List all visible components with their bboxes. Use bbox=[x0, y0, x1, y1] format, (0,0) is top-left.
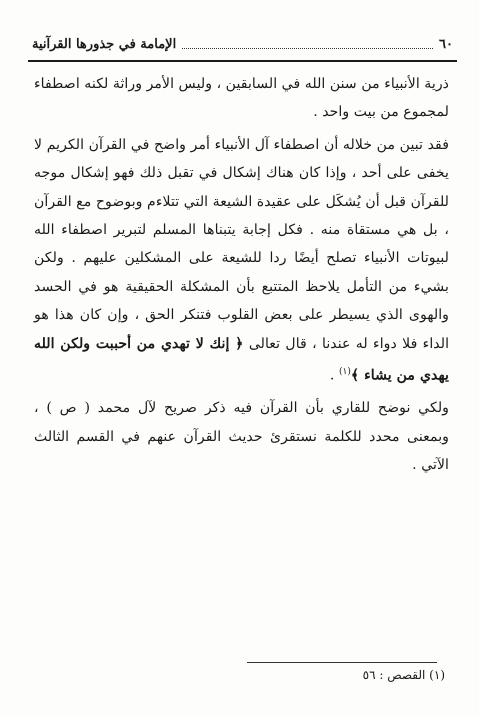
paragraph-2-text: فقد تبين من خلاله أن اصطفاء آل الأنبياء أمر واضح في القرآن الكريم لا يخفى على أحد ، وإذا كان هناك إشكال في تقبل ذلك فهو إشكال موجه للقرآن قبل أن يُشكَل على عقيدة الشيعة التي تتلاءم وبوضوح مع القرآن ، بل هي مستقاة منه . فكل إجابة يتبناها المسلم لتبرير اصطفاء الله لبيوتات الأنبياء تصلح أيضًا ردا للشيعة على المشكلين عليهم . ولكن بشيء من التأمل يلاحظ المتتبع بأن المشكلة الحقيقية هو في الحسد والهوى الذي يسيطر على بعض القلوب فتنكر الحق ، وإن كان هذا هو الداء فلا دواء له عندنا ، قال تعالى bbox=[34, 136, 450, 352]
running-header bbox=[32, 32, 453, 56]
paragraph-1: ذرية الأنبياء من سنن الله في السابقين ، وليس الأمر وراثة لكنه اصطفاء لمجموع من بيت واحد . bbox=[34, 76, 449, 121]
quran-verse: ﴿ إنك لا تهدي من أحببت ولكن الله يهدي من يشاء ﴾ bbox=[34, 335, 449, 384]
page-number: ٦٠ bbox=[439, 36, 453, 52]
body-text bbox=[34, 70, 449, 483]
footnote-marker: (١) bbox=[338, 367, 351, 378]
footnote-rule bbox=[247, 662, 437, 663]
paragraph-2 bbox=[34, 131, 449, 390]
chapter-title: الإمامة في جذورها القرآنية bbox=[32, 36, 177, 52]
footnote: (١) القصص : ٥٦ bbox=[362, 668, 445, 682]
paragraph-3: ولكي نوضح للقاري بأن القرآن فيه ذكر صريح لآل محمد ( ص ) ، وبمعنى محدد للكلمة نستقرئ حديث القرآن عنهم في القسم الثالث الآتي . bbox=[34, 400, 449, 474]
paragraph-2-end: . bbox=[329, 367, 339, 384]
header-dot-leader bbox=[182, 40, 433, 49]
header-rule bbox=[28, 60, 457, 62]
